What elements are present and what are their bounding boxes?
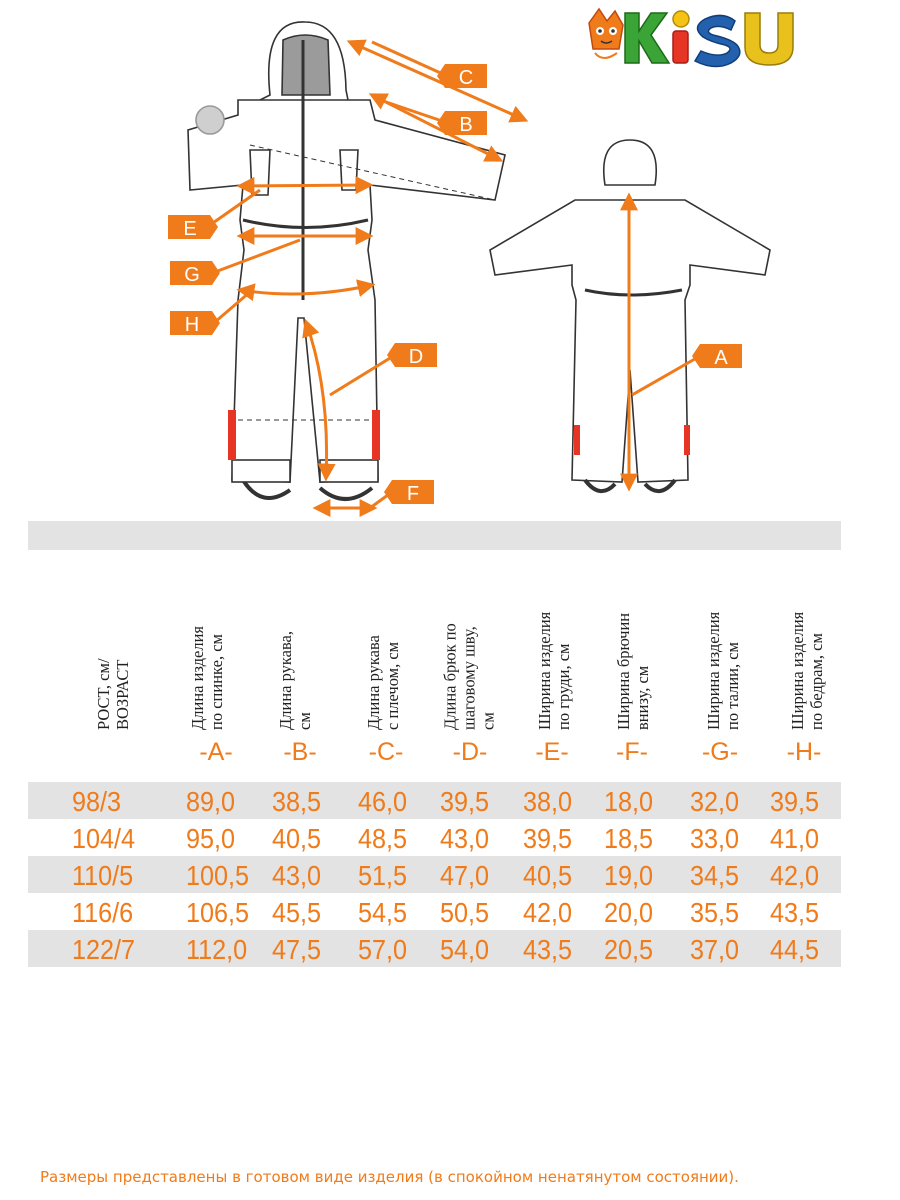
table-cell: 32,0 [690,786,740,817]
svg-text:F: F [406,483,420,505]
column-header-h: Ширина изделия по бедрам, см [788,611,826,730]
table-row [28,856,841,893]
table-cell: 54,5 [358,897,408,928]
svg-text:A: A [714,347,728,369]
column-letter-e: -E- [535,738,569,766]
svg-text:G: G [184,264,200,286]
table-cell: 47,5 [272,934,322,965]
table-cell: 38,0 [523,786,573,817]
svg-text:C: C [458,67,474,89]
column-header-g: Ширина изделия по талии, см [704,611,742,730]
table-row [28,893,841,930]
table-cell: 40,5 [272,823,322,854]
column-header-b: Длина рукава, см [276,631,314,730]
table-cell: 50,5 [440,897,490,928]
column-letter-f: -F- [616,738,648,766]
table-cell: 98/3 [72,786,122,817]
column-letter-d: -D- [452,738,488,766]
measurement-label-c [437,64,487,89]
table-cell: 43,0 [272,860,322,891]
table-cell: 47,0 [440,860,490,891]
table-cell: 39,5 [523,823,573,854]
table-cell: 40,5 [523,860,573,891]
column-letter-c: -C- [368,738,404,766]
column-letter-b: -B- [283,738,317,766]
table-cell: 33,0 [690,823,740,854]
table-cell: 48,5 [358,823,408,854]
table-cell: 37,0 [690,934,740,965]
measurement-label-g [170,261,220,286]
table-cell: 112,0 [186,934,248,965]
table-cell: 95,0 [186,823,236,854]
table-cell: 110/5 [72,860,134,891]
measurement-label-f [384,480,434,505]
column-header-c: Длина рукава с плечом, см [364,635,402,730]
table-cell: 51,5 [358,860,408,891]
svg-text:H: H [184,314,200,336]
table-cell: 106,5 [186,897,250,928]
measurement-label-e [168,215,218,240]
table-cell: 20,5 [604,934,654,965]
table-cell: 43,5 [523,934,573,965]
table-cell: 44,5 [770,934,820,965]
column-header-size: РОСТ, см/ ВОЗРАСТ [94,658,132,730]
table-cell: 89,0 [186,786,236,817]
table-cell: 57,0 [358,934,408,965]
table-cell: 18,0 [604,786,654,817]
table-cell: 122/7 [72,934,136,965]
table-cell: 45,5 [272,897,322,928]
garment-measurement-diagram [0,0,900,520]
column-letter-g: -G- [701,738,739,766]
measurement-label-h [170,311,220,336]
table-cell: 104/4 [72,823,136,854]
table-cell: 54,0 [440,934,490,965]
table-row [28,819,841,856]
table-cell: 41,0 [770,823,820,854]
measurement-label-d [387,343,437,368]
column-header-f: Ширина брючин внизу, см [614,612,652,730]
table-cell: 18,5 [604,823,654,854]
measurement-label-a [692,344,742,369]
column-letter-a: -A- [199,738,233,766]
column-header-a: Длина изделия по спинке, см [188,625,226,730]
svg-text:D: D [408,346,424,368]
table-cell: 42,0 [523,897,573,928]
measurement-label-b [437,111,487,136]
svg-text:E: E [183,218,197,240]
footnote: Размеры представлены в готовом виде изделия (в спокойном ненатянутом состоянии). [40,1168,739,1186]
column-header-d: Длина брюк по шаговому шву, см [440,623,498,730]
front-view-overall [188,22,505,499]
table-cell: 43,0 [440,823,490,854]
table-cell: 39,5 [770,786,820,817]
table-cell: 35,5 [690,897,740,928]
table-cell: 100,5 [186,860,250,891]
table-cell: 19,0 [604,860,654,891]
svg-text:B: B [459,114,473,136]
table-header-band [28,521,841,550]
table-cell: 20,0 [604,897,654,928]
table-cell: 116/6 [72,897,134,928]
column-header-e: Ширина изделия по груди, см [535,611,573,730]
table-cell: 46,0 [358,786,408,817]
table-row [28,930,841,967]
table-cell: 38,5 [272,786,322,817]
table-row [28,782,841,819]
table-cell: 34,5 [690,860,740,891]
table-cell: 43,5 [770,897,820,928]
column-letter-h: -H- [786,738,822,766]
table-cell: 39,5 [440,786,490,817]
table-cell: 42,0 [770,860,820,891]
